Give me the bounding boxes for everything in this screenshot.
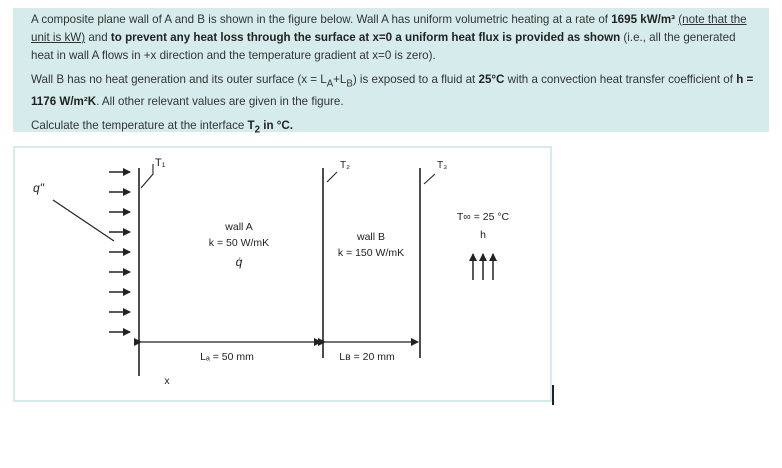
convection-coefficient: h = 1176 W/m²K xyxy=(31,73,754,109)
fluid-temperature: 25°C xyxy=(478,73,505,86)
wall-b-name: wall B xyxy=(356,231,386,243)
text: and xyxy=(85,31,111,44)
fluid-temperature-label: T∞ = 25 °C xyxy=(456,211,510,223)
wall-diagram xyxy=(13,146,552,402)
text: (i.e., all the generated heat in wall A flows in +x direction and the temperature gradient at x=0 is zero). xyxy=(31,31,736,62)
interface-temperature xyxy=(247,119,261,136)
problem-paragraph-2 xyxy=(31,71,755,111)
la-label: Lₐ = 50 mm xyxy=(200,351,254,363)
heating-rate: 1695 kW/m³ xyxy=(611,13,676,26)
t2-pointer xyxy=(327,172,337,182)
text: ) is exposed to a fluid at xyxy=(352,73,479,86)
subscript: B xyxy=(346,78,353,90)
x-axis-label: x xyxy=(164,375,170,387)
heat-flux-arrows xyxy=(109,172,130,332)
t1-pointer xyxy=(141,164,153,188)
subscript: A xyxy=(326,78,334,90)
t3-pointer xyxy=(424,174,435,184)
text: Calculate the temperature at the interface xyxy=(31,119,248,133)
wall-diagram-svg xyxy=(15,148,550,400)
text: . All other relevant values are given in the figure. xyxy=(96,95,344,109)
problem-paragraph-1 xyxy=(31,11,755,65)
heat-flux-pointer xyxy=(53,200,114,241)
unit-note: (note that the unit is kW) xyxy=(31,13,747,44)
text: Wall B has no heat generation and its outer surface (x = L xyxy=(31,73,327,86)
subscript: 2 xyxy=(254,124,261,136)
heat-flux-condition: to prevent any heat loss through the surface at x=0 a uniform heat flux is provided as shown xyxy=(110,31,621,44)
t3-label: T₃ xyxy=(437,160,448,171)
wall-a-generation: q̇ xyxy=(235,255,243,269)
lb-label: Lв = 20 mm xyxy=(339,351,395,363)
wall-a-name: wall A xyxy=(225,221,253,233)
fluid-flow-arrows xyxy=(473,254,493,280)
wall-b-conductivity: k = 150 W/mK xyxy=(337,247,405,259)
text: +L xyxy=(333,73,347,86)
wall-a-conductivity: k = 50 W/mK xyxy=(208,237,270,249)
text: T xyxy=(247,119,255,133)
t1-label: T₁ xyxy=(155,157,166,169)
text: in °C. xyxy=(260,119,293,133)
problem-statement xyxy=(13,8,769,136)
t2-label: T₂ xyxy=(340,160,350,171)
heat-flux-label: q" xyxy=(33,181,44,195)
text: with a convection heat transfer coefficient of xyxy=(504,73,737,86)
text: A composite plane wall of A and B is shown in the figure below. Wall A has uniform volumetric heating at a rate of xyxy=(31,13,612,26)
problem-paragraph-3 xyxy=(31,117,755,139)
fluid-h-label: h xyxy=(480,229,486,241)
text-cursor xyxy=(552,385,554,405)
